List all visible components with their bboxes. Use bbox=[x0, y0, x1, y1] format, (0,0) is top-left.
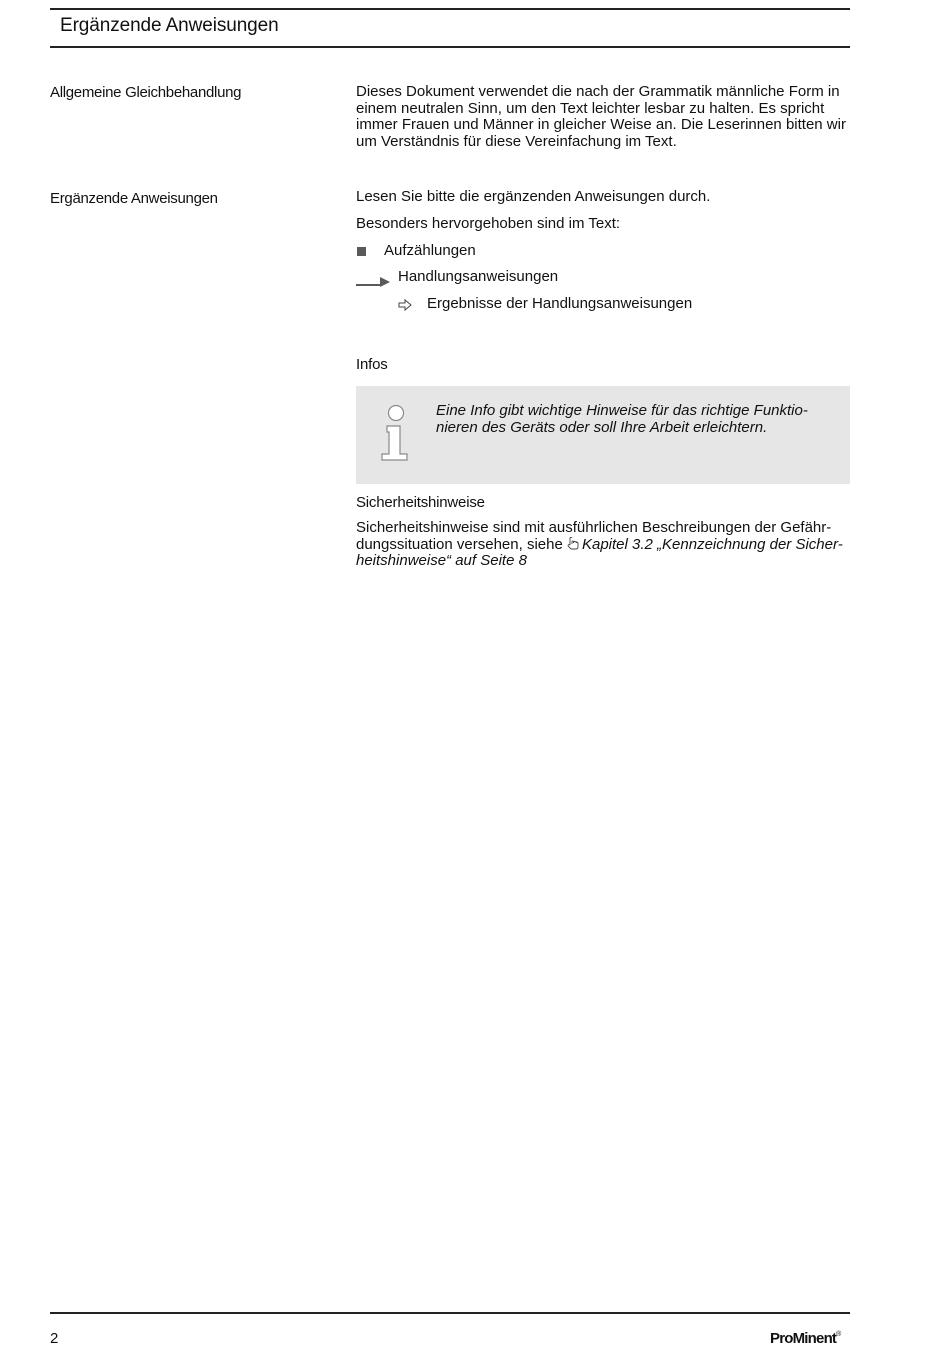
pointing-hand-icon bbox=[567, 537, 579, 550]
equal-treatment-line: einem neutralen Sinn, um den Text leichter lesbar zu halten. Es spricht bbox=[356, 99, 825, 117]
registered-mark: ® bbox=[836, 1331, 842, 1338]
square-bullet-icon bbox=[357, 247, 366, 256]
supplementary-highlighted: Besonders hervorgehoben sind im Text: bbox=[356, 215, 621, 232]
page-number: 2 bbox=[50, 1330, 59, 1347]
info-box bbox=[356, 386, 850, 484]
action-list-item: Handlungsanweisungen bbox=[398, 268, 559, 285]
safety-line-prefix: dungssituation versehen, siehe bbox=[356, 535, 567, 553]
equal-treatment-paragraph bbox=[356, 84, 850, 150]
equal-treatment-line: um Verständnis für diese Vereinfachung im Text. bbox=[356, 132, 677, 150]
safety-line: Sicherheitshinweise sind mit ausführlichen Beschreibungen der Gefähr- bbox=[356, 519, 832, 536]
equal-treatment-line: immer Frauen und Männer in gleicher Weise an. Die Leserinnen bitten wir bbox=[356, 116, 846, 133]
result-list-item: Ergebnisse der Handlungsanweisungen bbox=[427, 295, 693, 312]
safety-heading: Sicherheitshinweise bbox=[356, 494, 485, 511]
info-icon bbox=[378, 404, 414, 462]
info-line: Eine Info gibt wichtige Hinweise für das richtige Funktio- bbox=[436, 402, 808, 419]
supplementary-intro: Lesen Sie bitte die ergänzenden Anweisungen durch. bbox=[356, 188, 711, 205]
equal-treatment-line: Dieses Dokument verwendet die nach der Grammatik männliche Form in bbox=[356, 83, 840, 100]
bullet-list-item: Aufzählungen bbox=[384, 242, 476, 259]
header-bottom-rule bbox=[50, 46, 850, 48]
supplementary-heading: Ergänzende Anweisungen bbox=[50, 190, 218, 207]
result-arrow-icon bbox=[398, 298, 412, 312]
header-top-rule bbox=[50, 8, 850, 10]
footer-rule bbox=[50, 1312, 850, 1314]
safety-line bbox=[356, 537, 850, 554]
chapter-cross-reference-link[interactable]: Kapitel 3.2 „Kennzeichnung der Sicher- bbox=[581, 535, 843, 553]
safety-paragraph bbox=[356, 520, 850, 570]
chapter-cross-reference-link-continued[interactable]: heitshinweise“ auf Seite 8 bbox=[356, 552, 527, 569]
info-text bbox=[436, 403, 836, 436]
infos-heading: Infos bbox=[356, 356, 388, 373]
page-header-title: Ergänzende Anweisungen bbox=[60, 15, 279, 36]
prominent-logo bbox=[770, 1330, 841, 1347]
info-line: nieren des Geräts oder soll Ihre Arbeit erleichtern. bbox=[436, 418, 768, 436]
logo-wordmark: ProMinent bbox=[770, 1330, 837, 1347]
action-arrow-icon bbox=[356, 274, 390, 290]
equal-treatment-heading: Allgemeine Gleichbehandlung bbox=[50, 84, 242, 101]
